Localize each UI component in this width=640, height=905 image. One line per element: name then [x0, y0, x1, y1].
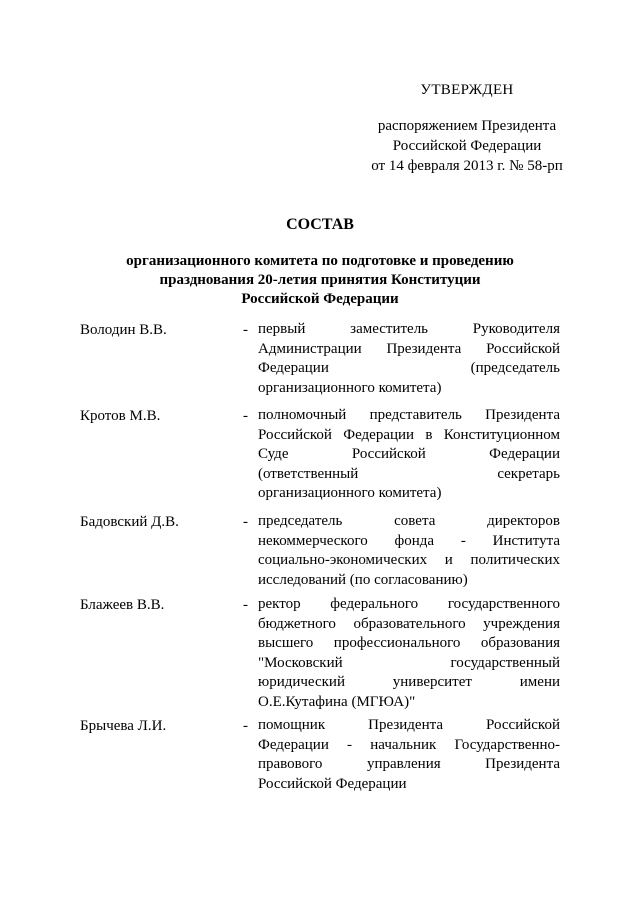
role-word: правового [258, 756, 323, 773]
role-line [258, 465, 560, 485]
role-line [258, 512, 560, 532]
role-word: юридический [258, 674, 345, 691]
role-word: председатель [258, 513, 343, 529]
role-word: - [460, 532, 466, 549]
member-dash: - [243, 322, 248, 338]
role-word: Президента [485, 756, 560, 773]
member-name: Кротов М.В. [80, 408, 161, 424]
member-dash: - [243, 514, 248, 530]
role-word: Российской [351, 446, 426, 463]
role-line [258, 595, 560, 615]
role-line [258, 445, 560, 465]
heading-line-3: Российской Федерации [241, 291, 399, 307]
role-line [258, 406, 560, 426]
role-word: университет [392, 674, 472, 691]
role-word: Суде [258, 446, 289, 463]
member-dash: - [243, 597, 248, 613]
heading-line-2: празднования 20-летия принятия Конституции [159, 272, 481, 288]
role-word: "Московский [258, 654, 343, 671]
document-heading [80, 215, 560, 309]
role-line [258, 320, 560, 340]
role-line: Российской Федерации [258, 775, 407, 792]
role-line [258, 359, 560, 379]
member-role [258, 716, 560, 794]
approval-spacer [352, 100, 582, 116]
role-line: высшего профессионального образования [258, 635, 560, 652]
role-word: Администрации [258, 340, 362, 357]
member-role [258, 320, 560, 398]
role-line: организационного комитета) [258, 379, 442, 396]
approval-line-1: распоряжением Президента [377, 118, 557, 134]
role-word: Федерации [489, 446, 560, 463]
role-word: Российской [486, 340, 560, 357]
member-name: Блажеев В.В. [80, 597, 165, 613]
approval-line-3: от 14 февраля 2013 г. № 58-рп [371, 158, 563, 174]
role-word: некоммерческого [258, 532, 368, 549]
heading-line-1: организационного комитета по подготовке и проведению [126, 253, 514, 269]
role-word: Института [492, 532, 560, 549]
role-line [258, 716, 560, 736]
role-line [258, 673, 560, 693]
role-line: исследований (по согласованию) [258, 571, 468, 588]
role-line [258, 340, 560, 360]
role-word: государственного [447, 596, 560, 612]
role-line [258, 654, 560, 674]
role-word: ректор [258, 596, 301, 612]
role-line: организационного комитета) [258, 485, 442, 502]
role-word: Федерации [258, 360, 329, 377]
role-word: Президента [485, 407, 560, 423]
role-line: Федерации - начальник Государственно- [258, 736, 560, 753]
member-dash: - [243, 718, 248, 734]
role-word: Руководителя [472, 321, 560, 337]
role-word: первый [258, 321, 306, 337]
role-word: помощник [258, 717, 326, 733]
role-word: полномочный [258, 407, 347, 423]
member-name: Володин В.В. [80, 322, 167, 338]
role-word: имени [519, 674, 560, 691]
document-title: СОСТАВ [286, 216, 354, 233]
member-name: Брычева Л.И. [80, 718, 167, 734]
role-word: Президента [368, 717, 444, 733]
role-word: управления [366, 756, 441, 773]
role-word: совета [394, 513, 436, 529]
role-line: бюджетного образовательного учреждения [258, 615, 560, 632]
role-word: Президента [386, 340, 462, 357]
role-word: федерального [330, 596, 419, 612]
role-line: Российской Федерации в Конституционном [258, 426, 560, 443]
role-word: фонда [394, 532, 435, 549]
role-word: Российской [486, 717, 560, 733]
role-line: социально-экономических и политических [258, 552, 560, 569]
member-role [258, 512, 560, 590]
approval-line-2: Российской Федерации [392, 138, 542, 154]
role-word: заместитель [350, 321, 429, 337]
role-line: О.Е.Кутафина (МГЮА)" [258, 693, 416, 710]
role-line [258, 532, 560, 552]
role-word: государственный [450, 654, 560, 671]
role-word: представитель [369, 407, 462, 423]
role-line [258, 755, 560, 775]
role-word: (ответственный [258, 465, 359, 482]
approval-block [352, 80, 582, 176]
role-word: (председатель [470, 360, 560, 377]
member-role [258, 406, 560, 504]
approval-title: УТВЕРЖДЕН [420, 82, 514, 98]
member-dash: - [243, 408, 248, 424]
role-word: директоров [487, 513, 560, 529]
member-name: Бадовский Д.В. [80, 514, 179, 530]
member-role [258, 595, 560, 713]
role-word: секретарь [497, 465, 560, 482]
